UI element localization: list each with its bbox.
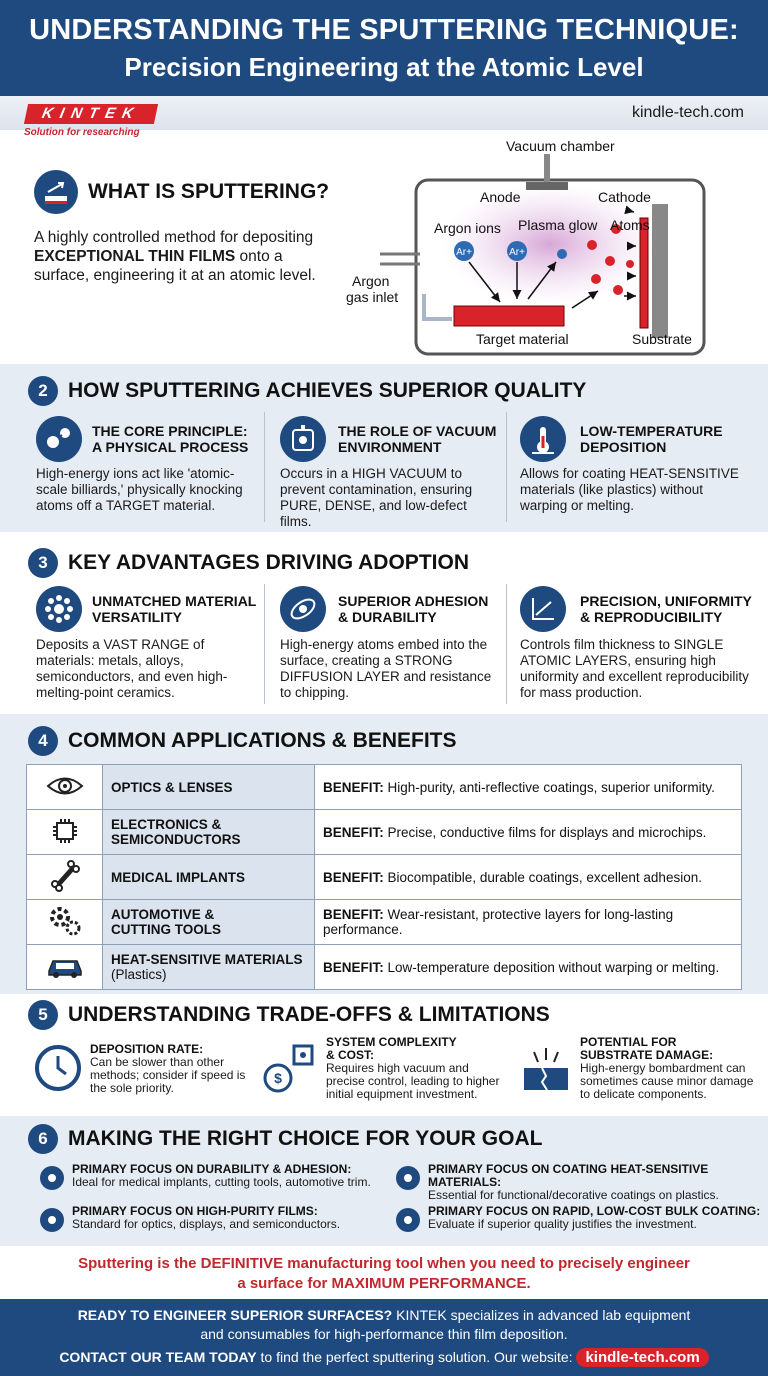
sputtering-diagram — [340, 134, 740, 360]
section-1-text — [34, 228, 334, 285]
gears-icon — [27, 900, 103, 945]
cracked-surface-icon — [520, 1046, 572, 1094]
thermometer-icon — [520, 416, 566, 462]
app-benefit: BENEFIT: Low-temperature deposition without warping or melting. — [315, 945, 742, 990]
tradeoff-damage: POTENTIAL FOR SUBSTRATE DAMAGE: High-energy bombardment can sometimes cause minor damage to delicate components. — [580, 1035, 754, 1101]
website-link[interactable]: kindle-tech.com — [631, 104, 744, 121]
section-3-number: 3 — [28, 548, 58, 578]
bullet-icon — [396, 1166, 420, 1190]
page-title: UNDERSTANDING THE SPUTTERING TECHNIQUE: — [29, 14, 739, 46]
label-plasma-glow: Plasma glow — [518, 217, 598, 233]
footer-banner: READY TO ENGINEER SUPERIOR SURFACES? KINTEK specializes in advanced lab equipment and consumables for high-performance thin film deposition. CONTACT OUR TEAM TODAY to find the perfect sputtering solution. Our website: kindle-tech.com — [0, 1299, 768, 1376]
app-benefit: BENEFIT: Precise, conductive films for displays and microchips. — [315, 810, 742, 855]
s2-col2-text: Occurs in a HIGH VACUUM to prevent contamination, ensuring PURE, DENSE, and low-defect films. — [280, 466, 473, 529]
s2-col1-text: High-energy ions act like 'atomic-scale billiards,' physically knocking atoms off a TARGET material. — [36, 466, 243, 513]
app-name: MEDICAL IMPLANTS — [103, 855, 315, 900]
bullet-icon — [396, 1208, 420, 1232]
conclusion-text: Sputtering is the DEFINITIVE manufacturing tool when you need to precisely engineer a surface for MAXIMUM PERFORMANCE. — [78, 1255, 690, 1292]
page-subtitle: Precision Engineering at the Atomic Level — [124, 52, 644, 82]
section-5-number: 5 — [28, 1000, 58, 1030]
table-row — [27, 855, 742, 900]
app-benefit: BENEFIT: Wear-resistant, protective layers for long-lasting performance. — [315, 900, 742, 945]
s2-col1-heading: THE CORE PRINCIPLE: A PHYSICAL PROCESS — [92, 423, 249, 455]
label-cathode: Cathode — [598, 189, 651, 205]
app-name: ELECTRONICS & SEMICONDUCTORS — [103, 810, 315, 855]
section-1-title: WHAT IS SPUTTERING? — [88, 180, 330, 203]
bone-icon — [27, 855, 103, 900]
s2-col3-heading: LOW-TEMPERATURE DEPOSITION — [580, 423, 723, 455]
vacuum-chamber-icon — [280, 416, 326, 462]
logo-tagline: Solution for researching — [24, 127, 140, 138]
svg-text:$: $ — [274, 1070, 282, 1086]
s2-col3-text: Allows for coating HEAT-SENSITIVE materials (like plastics) without warping or melting. — [520, 466, 739, 513]
s3-col1-heading: UNMATCHED MATERIAL VERSATILITY — [92, 593, 257, 625]
table-row — [27, 810, 742, 855]
bullet-icon — [40, 1208, 64, 1232]
divider — [506, 584, 507, 704]
s3-col3-heading: PRECISION, UNIFORMITY & REPRODUCIBILITY — [580, 593, 752, 625]
choice-item: PRIMARY FOCUS ON DURABILITY & ADHESION: Ideal for medical implants, cutting tools, automotive trim. — [72, 1162, 371, 1189]
precision-chart-icon — [520, 586, 566, 632]
tradeoff-complexity: SYSTEM COMPLEXITY & COST: Requires high vacuum and precise control, leading to higher initial equipment investment. — [326, 1035, 500, 1101]
app-name: OPTICS & LENSES — [103, 765, 315, 810]
label-argon-inlet-1: Argon — [352, 273, 390, 289]
choice-item: PRIMARY FOCUS ON HIGH-PURITY FILMS: Standard for optics, displays, and semiconductors. — [72, 1204, 341, 1231]
chip-icon — [27, 810, 103, 855]
materials-icon — [36, 586, 82, 632]
cost-icon — [262, 1042, 320, 1094]
app-benefit: BENEFIT: Biocompatible, durable coatings, excellent adhesion. — [315, 855, 742, 900]
app-benefit: BENEFIT: High-purity, anti-reflective coatings, superior uniformity. — [315, 765, 742, 810]
choice-item: PRIMARY FOCUS ON RAPID, LOW-COST BULK COATING: Evaluate if superior quality justifies the investment. — [428, 1204, 761, 1231]
label-anode: Anode — [480, 189, 521, 205]
header-banner — [0, 0, 768, 96]
s1-text-post: onto a surface, engineering it at an atomic level. — [34, 248, 316, 284]
section-4-number: 4 — [28, 726, 58, 756]
tradeoff-rate: DEPOSITION RATE: Can be slower than other methods; consider if speed is the sole priority. — [90, 1042, 246, 1095]
applications-table — [26, 764, 742, 990]
s3-col3-text: Controls film thickness to SINGLE ATOMIC LAYERS, ensuring high uniformity and excellent reproducibility for mass production. — [520, 637, 749, 700]
ion-label-2: Ar+ — [509, 247, 525, 258]
label-substrate: Substrate — [632, 331, 692, 347]
section-2-number: 2 — [28, 376, 58, 406]
footer-website-link[interactable]: kindle-tech.com — [576, 1348, 708, 1367]
app-name: HEAT-SENSITIVE MATERIALS (Plastics) — [103, 945, 315, 990]
table-row — [27, 765, 742, 810]
s3-col2-text: High-energy atoms embed into the surface, creating a STRONG DIFFUSION LAYER and resistance to chipping. — [280, 637, 492, 700]
label-argon-ions: Argon ions — [434, 220, 501, 236]
app-name: AUTOMOTIVE & CUTTING TOOLS — [103, 900, 315, 945]
section-4-title: COMMON APPLICATIONS & BENEFITS — [68, 729, 457, 752]
section-6-number: 6 — [28, 1124, 58, 1154]
eye-icon — [27, 765, 103, 810]
kintek-logo[interactable]: KINTEK — [24, 104, 158, 124]
choice-item: PRIMARY FOCUS ON COATING HEAT-SENSITIVE MATERIALS: Essential for functional/decorative coatings on plastics. — [428, 1162, 719, 1202]
s1-text-bold: EXCEPTIONAL THIN FILMS — [34, 248, 236, 265]
section-3-title: KEY ADVANTAGES DRIVING ADOPTION — [68, 551, 469, 574]
s2-col2-heading: THE ROLE OF VACUUM ENVIRONMENT — [338, 423, 497, 455]
section-2-title: HOW SPUTTERING ACHIEVES SUPERIOR QUALITY — [68, 379, 587, 402]
s3-col1-text: Deposits a VAST RANGE of materials: metals, alloys, semiconductors, and even high-melting-point ceramics. — [36, 637, 228, 700]
billiards-icon — [36, 416, 82, 462]
label-vacuum-chamber: Vacuum chamber — [506, 138, 615, 154]
divider — [264, 412, 265, 522]
bullet-icon — [40, 1166, 64, 1190]
divider — [264, 584, 265, 704]
clock-icon — [34, 1044, 82, 1092]
section-5-title: UNDERSTANDING TRADE-OFFS & LIMITATIONS — [68, 1003, 550, 1026]
divider — [506, 412, 507, 522]
adhesion-icon — [280, 586, 326, 632]
ion-label-1: Ar+ — [456, 247, 472, 258]
sputtering-icon — [34, 170, 78, 214]
s3-col2-heading: SUPERIOR ADHESION & DURABILITY — [338, 593, 489, 625]
label-argon-inlet-2: gas inlet — [346, 289, 399, 305]
label-atoms: Atoms — [610, 217, 650, 233]
section-6-title: MAKING THE RIGHT CHOICE FOR YOUR GOAL — [68, 1127, 543, 1150]
car-icon — [27, 945, 103, 990]
label-target-material: Target material — [476, 331, 569, 347]
s1-text-pre: A highly controlled method for depositing — [34, 229, 314, 246]
table-row — [27, 945, 742, 990]
table-row — [27, 900, 742, 945]
